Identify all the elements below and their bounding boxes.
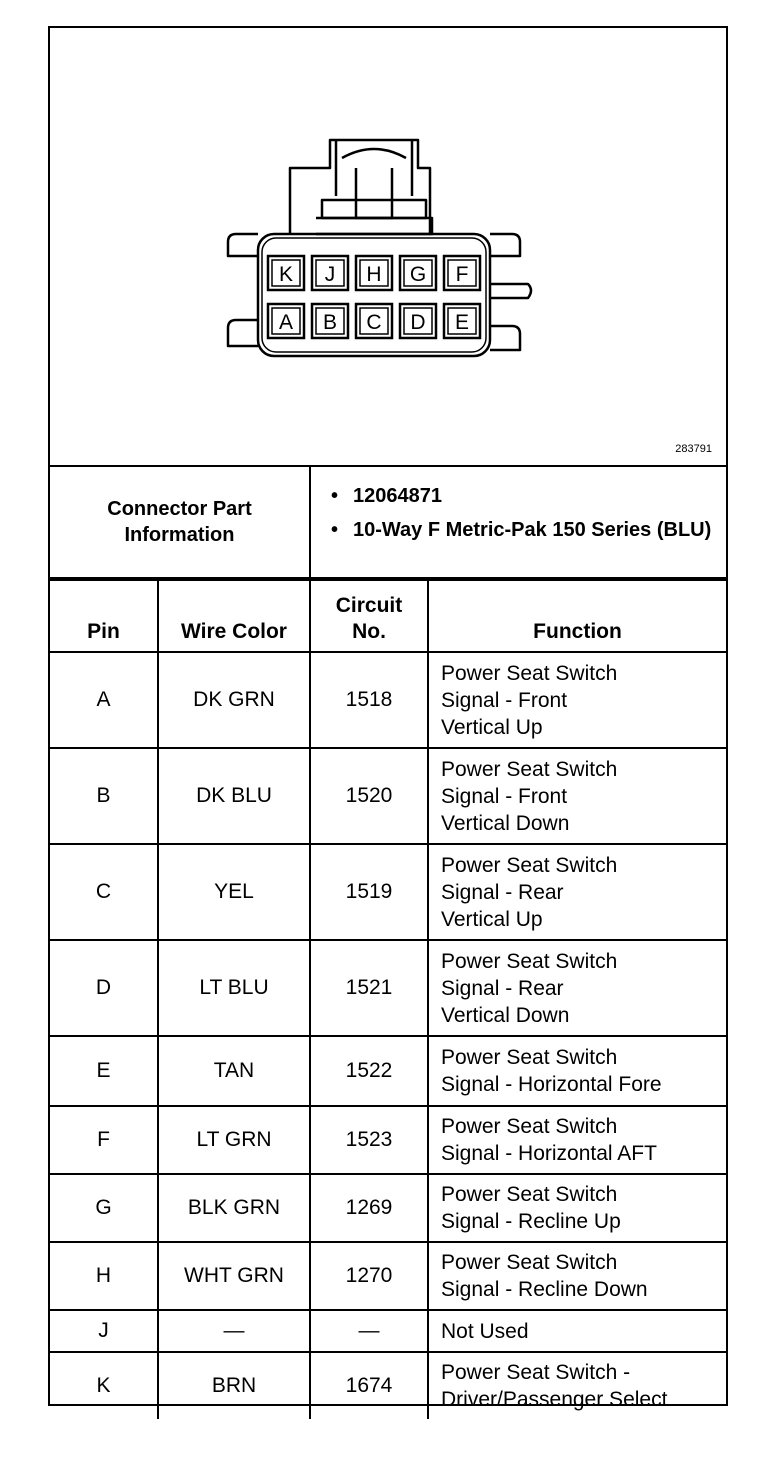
function-line: Signal - Horizontal AFT (441, 1142, 657, 1165)
circuit-cell: 1518 (310, 652, 428, 748)
pin-cell-k (268, 256, 304, 290)
function-cell (428, 844, 726, 940)
pin-table (50, 579, 726, 1419)
table-row (50, 652, 726, 748)
function-cell (428, 652, 726, 748)
right-ear-top (490, 234, 520, 256)
right-ear-bottom (490, 326, 520, 350)
table-row (50, 1242, 726, 1310)
pin-cell-d (400, 304, 436, 338)
pin-cell: D (50, 940, 158, 1036)
left-ear-bottom (228, 320, 258, 346)
header-circuit (310, 580, 428, 652)
function-cell (428, 1352, 726, 1419)
pin-cell-a (268, 304, 304, 338)
header-circuit-line1: Circuit (335, 594, 403, 617)
function-line: Vertical Up (441, 715, 543, 739)
function-line: Vertical Down (441, 811, 570, 835)
table-row (50, 940, 726, 1036)
pin-cell-h (356, 256, 392, 290)
table-row (50, 1310, 726, 1352)
pin-label-g: G (409, 263, 427, 286)
function-cell (428, 940, 726, 1036)
function-line: Signal - Rear (441, 880, 564, 904)
pin-cell: E (50, 1036, 158, 1106)
table-row (50, 1352, 726, 1419)
part-number: • 12064871 (353, 483, 714, 509)
pin-cell: K (50, 1352, 158, 1419)
table-row (50, 1036, 726, 1106)
reference-number: 283791 (675, 443, 712, 455)
pin-cells (268, 256, 480, 338)
function-cell (428, 1036, 726, 1106)
wire-color-cell: LT BLU (158, 940, 310, 1036)
function-line: Signal - Front (441, 688, 568, 712)
pin-cell: A (50, 652, 158, 748)
connector-info-label (50, 467, 311, 577)
function-line: Power Seat Switch (441, 1046, 618, 1069)
function-line: Vertical Down (441, 1003, 570, 1027)
function-line: Not Used (441, 1319, 529, 1343)
table-row (50, 1106, 726, 1174)
header-circuit-line2: No. (352, 620, 386, 643)
pin-label-c: C (366, 311, 382, 334)
wire-color-cell: WHT GRN (158, 1242, 310, 1310)
pin-cell: G (50, 1174, 158, 1242)
wire-color-cell: YEL (158, 844, 310, 940)
pin-cell-b (312, 304, 348, 338)
function-line: Power Seat Switch (441, 1251, 618, 1274)
wire-color-cell: TAN (158, 1036, 310, 1106)
circuit-cell: 1519 (310, 844, 428, 940)
pin-label-f: F (455, 263, 469, 286)
circuit-cell: 1522 (310, 1036, 428, 1106)
function-cell (428, 748, 726, 844)
function-line: Driver/Passenger Select (441, 1388, 668, 1411)
pin-cell: B (50, 748, 158, 844)
pin-label-h: H (366, 263, 382, 286)
function-line: Power Seat Switch (441, 757, 618, 781)
function-cell (428, 1310, 726, 1352)
function-line: Power Seat Switch (441, 661, 618, 685)
function-cell (428, 1106, 726, 1174)
table-row (50, 1174, 726, 1242)
right-tab (490, 284, 531, 298)
function-line: Power Seat Switch - (441, 1361, 631, 1384)
circuit-cell: 1270 (310, 1242, 428, 1310)
circuit-cell: 1523 (310, 1106, 428, 1174)
function-line: Signal - Front (441, 784, 568, 808)
pin-cell-g (400, 256, 436, 290)
pin-label-d: D (410, 311, 426, 334)
wire-color-cell: LT GRN (158, 1106, 310, 1174)
pin-cell: H (50, 1242, 158, 1310)
function-line: Signal - Rear (441, 976, 564, 1000)
function-cell (428, 1242, 726, 1310)
pin-label-j: J (324, 263, 336, 286)
function-line: Signal - Recline Down (441, 1278, 648, 1301)
pin-label-b: B (322, 311, 338, 334)
circuit-cell: 1521 (310, 940, 428, 1036)
function-line: Vertical Up (441, 907, 543, 931)
function-line: Power Seat Switch (441, 1115, 618, 1138)
circuit-cell: 1674 (310, 1352, 428, 1419)
pin-label-e: E (454, 311, 470, 334)
pin-cell-f (444, 256, 480, 290)
header-pin: Pin (50, 580, 158, 652)
latch-housing (290, 140, 430, 234)
circuit-cell: — (310, 1310, 428, 1352)
pin-cell-e (444, 304, 480, 338)
circuit-cell: 1269 (310, 1174, 428, 1242)
function-line: Power Seat Switch (441, 853, 618, 877)
pin-label-k: K (278, 263, 294, 286)
pin-cell: F (50, 1106, 158, 1174)
connector-diagram (50, 28, 726, 467)
left-ear-top (228, 234, 258, 256)
function-line: Power Seat Switch (441, 949, 618, 973)
circuit-cell: 1520 (310, 748, 428, 844)
connector-info-label-line1: Connector Part (107, 498, 252, 520)
connector-sheet (48, 26, 728, 1411)
function-cell (428, 1174, 726, 1242)
header-wire-color: Wire Color (158, 580, 310, 652)
connector-info-label-line2: Information (124, 524, 235, 546)
connector-drawing (50, 28, 726, 465)
pin-cell: C (50, 844, 158, 940)
pin-label-a: A (278, 311, 294, 334)
pin-cell-j (312, 256, 348, 290)
header-function: Function (428, 580, 726, 652)
function-line: Signal - Recline Up (441, 1210, 621, 1233)
table-row (50, 844, 726, 940)
wire-color-cell: — (158, 1310, 310, 1352)
connector-part-information (50, 467, 726, 579)
connector-description: • 10-Way F Metric-Pak 150 Series (BLU) (353, 517, 714, 543)
wire-color-cell: DK BLU (158, 748, 310, 844)
wire-color-cell: BRN (158, 1352, 310, 1419)
function-line: Signal - Horizontal Fore (441, 1073, 662, 1096)
connector-info-values (311, 467, 726, 577)
wire-color-cell: BLK GRN (158, 1174, 310, 1242)
wire-color-cell: DK GRN (158, 652, 310, 748)
function-line: Power Seat Switch (441, 1183, 618, 1206)
table-row (50, 748, 726, 844)
pin-cell-c (356, 304, 392, 338)
pin-cell: J (50, 1310, 158, 1352)
table-header-row (50, 580, 726, 652)
